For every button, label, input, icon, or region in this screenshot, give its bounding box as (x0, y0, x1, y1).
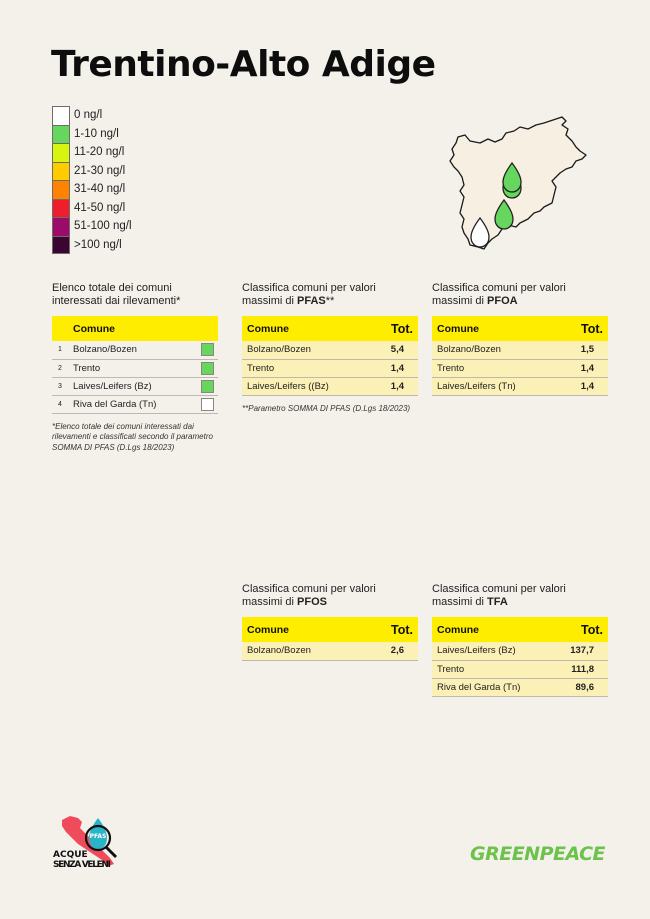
comune-name: Trento (432, 359, 561, 377)
pfas-ranking-block (242, 282, 418, 414)
legend-label: 21-30 ng/l (74, 164, 126, 177)
column-header-comune: Comune (242, 617, 365, 642)
legend-swatch (52, 199, 70, 218)
value: 1,4 (561, 377, 608, 395)
value: 1,4 (372, 377, 418, 395)
comune-name: Bolzano/Bozen (432, 341, 561, 359)
legend-swatch (52, 217, 70, 236)
legend-item (52, 236, 132, 255)
title-parameter: PFOA (487, 295, 518, 307)
legend-label: 31-40 ng/l (74, 183, 126, 196)
pfoa-ranking-table (432, 316, 608, 396)
pfos-ranking-block (242, 583, 418, 661)
legend-swatch (52, 162, 70, 181)
value: 1,4 (561, 359, 608, 377)
table-row (52, 395, 218, 413)
table-row (242, 359, 418, 377)
tfa-ranking-table (432, 617, 608, 697)
title-prefix: Classifica comuni per valori massimi di (242, 282, 376, 307)
comune-name: Laives/Leifers (Tn) (432, 377, 561, 395)
legend-swatch (52, 180, 70, 199)
legend-label: >100 ng/l (74, 238, 122, 251)
column-header-comune: Comune (242, 316, 372, 341)
table-row (432, 341, 608, 359)
row-number: 4 (52, 395, 68, 413)
title-parameter: PFAS (297, 295, 326, 307)
comune-name: Bolzano/Bozen (68, 341, 194, 359)
tfa-ranking-block (432, 583, 608, 697)
legend-swatch (52, 125, 70, 144)
comune-name: Bolzano/Bozen (242, 642, 365, 660)
legend-item (52, 143, 132, 162)
legend-item (52, 217, 132, 236)
table-row (432, 660, 608, 678)
legend-label: 51-100 ng/l (74, 220, 132, 233)
value: 89,6 (553, 678, 608, 696)
pfas-ranking-table (242, 316, 418, 396)
column-header-tot: Tot. (553, 617, 608, 642)
table-header (432, 617, 608, 642)
value: 1,4 (372, 359, 418, 377)
legend-item (52, 125, 132, 144)
legend-swatch (52, 106, 70, 125)
pfos-ranking-table (242, 617, 418, 661)
comune-name: Bolzano/Bozen (242, 341, 372, 359)
level-swatch (201, 362, 214, 375)
legend (52, 106, 132, 254)
level-swatch (201, 343, 214, 356)
comune-name: Laives/Leifers (Bz) (432, 642, 553, 660)
legend-item (52, 106, 132, 125)
logo-badge-text: PFAS (89, 833, 107, 840)
column-header-tot: Tot. (561, 316, 608, 341)
logo-text-line2: SENZA VELENI (53, 860, 111, 870)
legend-swatch (52, 236, 70, 255)
table-header (242, 617, 418, 642)
pfoa-ranking-block (432, 282, 608, 396)
table-row (52, 341, 218, 359)
legend-item (52, 199, 132, 218)
level-swatch (201, 380, 214, 393)
title-parameter: TFA (487, 596, 508, 608)
table-row (432, 678, 608, 696)
greenpeace-logo: GREENPEACE (470, 843, 606, 865)
pfos-ranking-title (242, 583, 418, 609)
title-suffix: ** (325, 295, 335, 307)
title-parameter: PFOS (297, 596, 327, 608)
comuni-list-title: Elenco totale dei comuni interessati dai rilevamenti* (52, 282, 181, 307)
page-title: Trentino-Alto Adige (51, 44, 436, 85)
table-row (242, 341, 418, 359)
comune-name: Riva del Garda (Tn) (432, 678, 553, 696)
column-header-tot: Tot. (372, 316, 418, 341)
legend-label: 0 ng/l (74, 109, 103, 122)
value: 1,5 (561, 341, 608, 359)
comune-name: Laives/Leifers (Bz) (68, 377, 194, 395)
pfas-ranking-title (242, 282, 418, 308)
comuni-list-table (52, 316, 218, 414)
list-footnote: *Elenco totale dei comuni interessati dai rilevamenti e classificati secondo il parametro SOMMA DI PFAS (D.Lgs 18/2023) (52, 421, 213, 452)
comune-name: Riva del Garda (Tn) (68, 395, 194, 413)
table-header (52, 316, 218, 341)
title-prefix: Classifica comuni per valori massimi di (432, 282, 566, 307)
logo-text-line1: ACQUE (53, 850, 88, 860)
table-row (242, 377, 418, 395)
legend-swatch (52, 143, 70, 162)
legend-item (52, 180, 132, 199)
comuni-list-block (52, 282, 218, 453)
table-row (432, 359, 608, 377)
title-prefix: Classifica comuni per valori massimi di (242, 583, 376, 608)
table-header (432, 316, 608, 341)
table-row (432, 377, 608, 395)
row-number: 2 (52, 359, 68, 377)
pfas-footnote: **Parametro SOMMA DI PFAS (D.Lgs 18/2023) (242, 403, 411, 413)
value: 137,7 (553, 642, 608, 660)
comune-name: Laives/Leifers ((Bz) (242, 377, 372, 395)
region-map-icon (440, 115, 605, 265)
legend-label: 1-10 ng/l (74, 127, 119, 140)
tfa-ranking-title (432, 583, 608, 609)
column-header-comune: Comune (68, 316, 194, 341)
table-row (432, 642, 608, 660)
column-header-tot: Tot. (365, 617, 418, 642)
pfoa-ranking-title (432, 282, 608, 308)
level-swatch (201, 398, 214, 411)
table-row (52, 359, 218, 377)
value: 5,4 (372, 341, 418, 359)
table-row (242, 642, 418, 660)
comune-name: Trento (68, 359, 194, 377)
row-number: 3 (52, 377, 68, 395)
legend-label: 41-50 ng/l (74, 201, 126, 214)
value: 111,8 (553, 660, 608, 678)
comune-name: Trento (432, 660, 553, 678)
legend-label: 11-20 ng/l (74, 146, 125, 159)
column-header-comune: Comune (432, 617, 553, 642)
column-header-comune: Comune (432, 316, 561, 341)
title-prefix: Classifica comuni per valori massimi di (432, 583, 566, 608)
legend-item (52, 162, 132, 181)
comune-name: Trento (242, 359, 372, 377)
table-header (242, 316, 418, 341)
acque-senza-veleni-logo (52, 812, 132, 872)
table-row (52, 377, 218, 395)
value: 2,6 (365, 642, 418, 660)
row-number: 1 (52, 341, 68, 359)
